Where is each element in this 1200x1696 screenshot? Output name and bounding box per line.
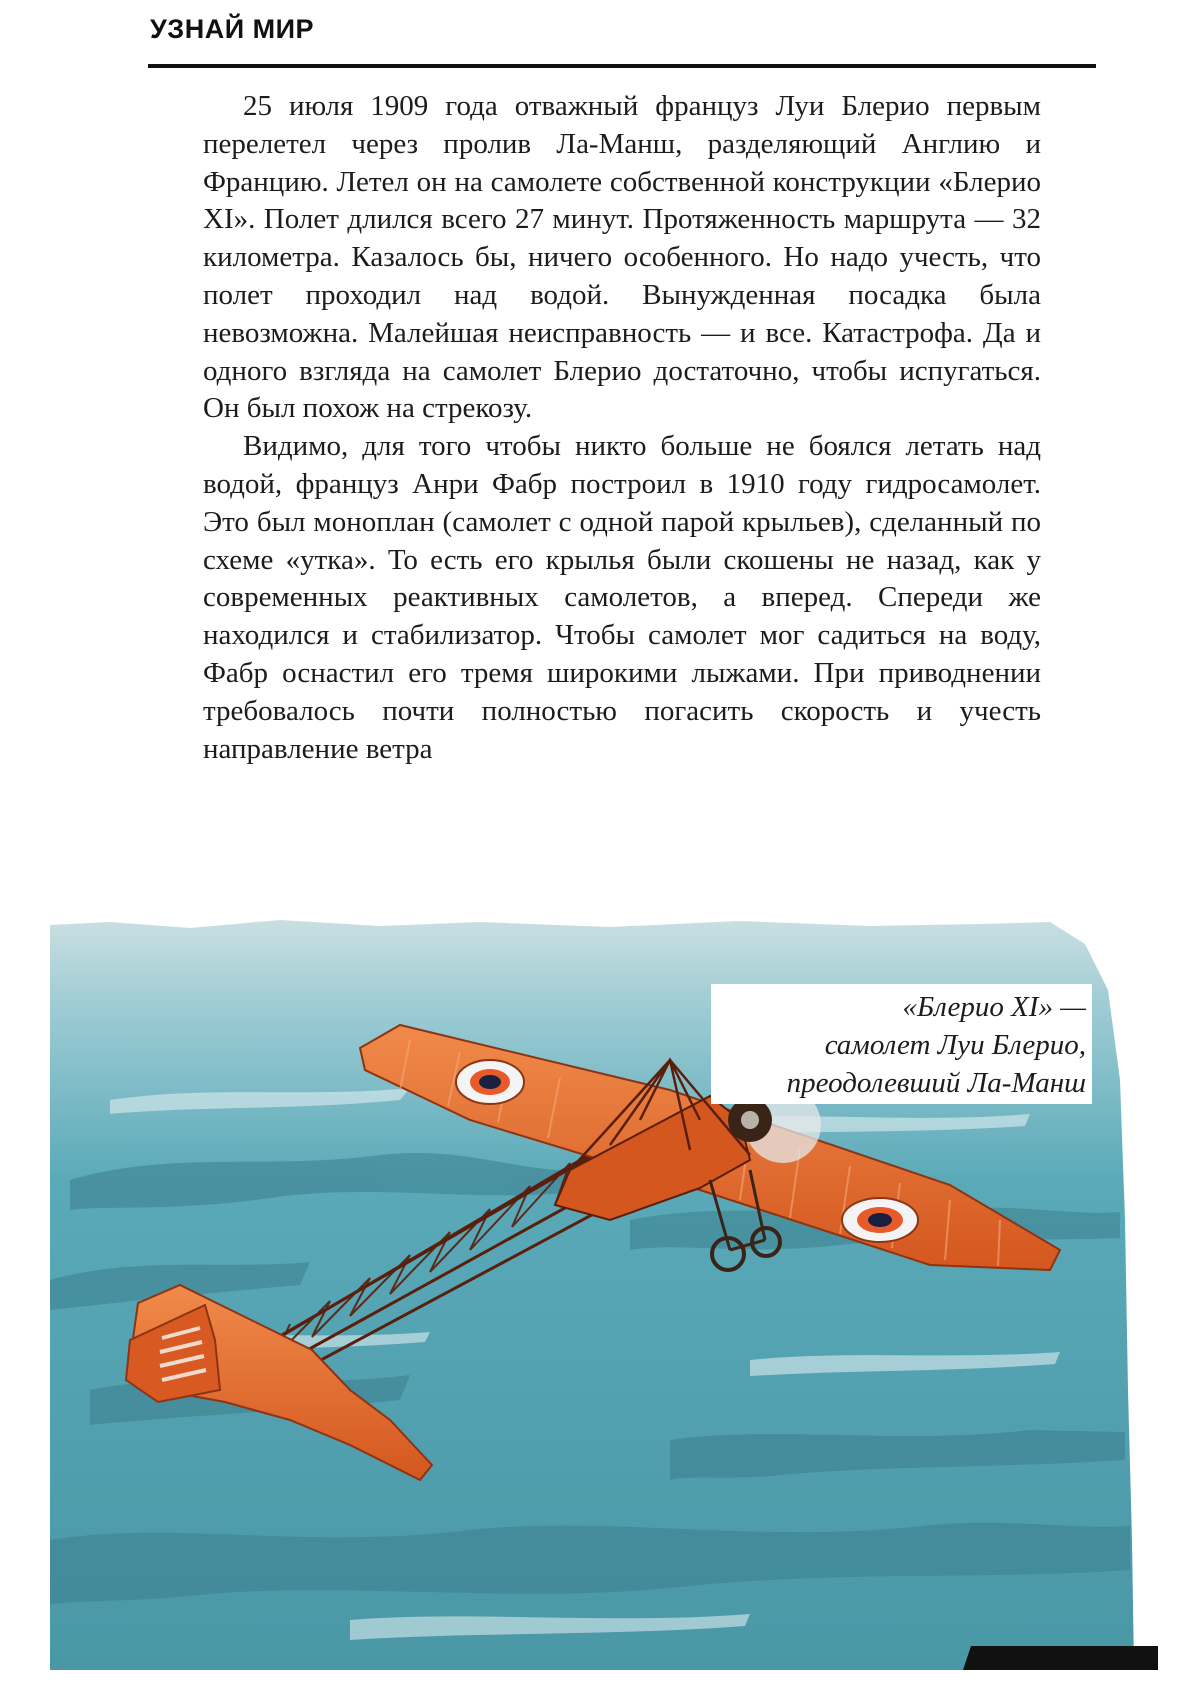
caption-line-2: самолет Луи Блерио, (824, 1029, 1086, 1061)
article-body (203, 88, 1041, 768)
header-rule (148, 64, 1096, 68)
caption-line-3: преодолевший Ла-Манш (786, 1067, 1086, 1099)
page-corner-mark (963, 1646, 1158, 1670)
section-header: УЗНАЙ МИР (150, 14, 315, 44)
illustration-caption (711, 984, 1092, 1104)
caption-line-1: «Блерио XI» — (902, 991, 1086, 1023)
wing-roundel-right (842, 1198, 918, 1242)
article-paragraph-1: 25 июля 1909 года отважный француз Луи Блерио первым перелетел через пролив Ла-Манш, разделяющий Англию и Францию. Летел он на самолете собственной конструкции «Блерио XI». Полет длился всего 27 минут. Протяженность маршрута — 32 километра. Казалось бы, ничего особенного. Но надо учесть, что полет проходил над водой. Вынужденная посадка была невозможна. Малейшая неисправность — и все. Катастрофа. Да и одного взгляда на самолет Блерио достаточно, чтобы испугаться. Он был похож на стрекозу. (203, 90, 1041, 425)
article-paragraph-2: Видимо, для того чтобы никто больше не боялся летать над водой, француз Анри Фабр построил в 1910 году гидросамолет. Это был моноплан (самолет с одной парой крыльев), сделанный по схеме «утка». То есть его крылья были скошены не назад, как у современных реактивных самолетов, а вперед. Спереди же находился и стабилизатор. Чтобы самолет мог садиться на воду, Фабр оснастил его тремя широкими лыжами. При приводнении требовалось почти полностью погасить скорость и учесть направление ветра (203, 430, 1041, 765)
wing-roundel-left (456, 1060, 524, 1104)
